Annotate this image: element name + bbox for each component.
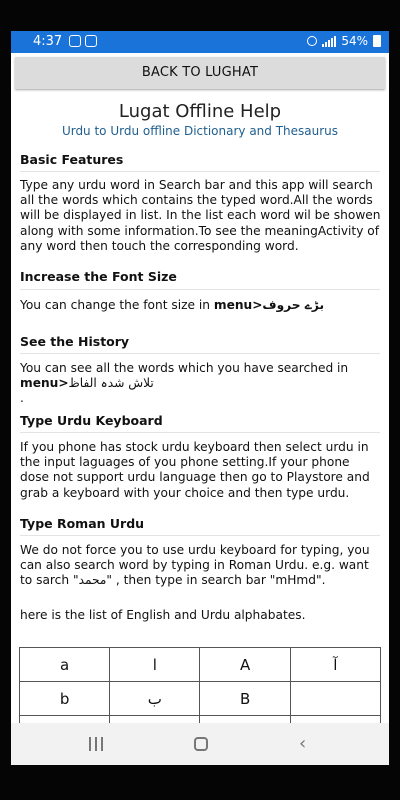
section-text-history (20, 361, 382, 407)
table-cell: ا (110, 648, 200, 682)
skype-icon (69, 35, 81, 47)
status-bar (11, 31, 389, 53)
battery-icon (373, 35, 381, 47)
divider (20, 535, 380, 536)
font-size-text: You can change the font size in (20, 298, 214, 312)
table-cell (290, 682, 380, 716)
table-cell: آ (290, 648, 380, 682)
page-subtitle: Urdu to Urdu offline Dictionary and Thesaurus (61, 124, 339, 138)
divider (20, 432, 380, 433)
page-title: Lugat Offline Help (118, 101, 282, 122)
history-menu-urdu: تلاش شدہ الفاظ (68, 376, 154, 391)
table-cell: a (20, 648, 110, 682)
font-size-menu-path: menu>بڑے حروف (213, 298, 325, 312)
table-row (20, 682, 381, 716)
battery-percent: 54% (341, 34, 368, 48)
table-cell: A (200, 648, 290, 682)
help-content[interactable] (11, 53, 389, 723)
section-text-font-size (20, 298, 382, 313)
divider (20, 353, 380, 354)
section-text-roman-urdu: We do not force you to use urdu keyboard for typing, you can also search word by typing in Roman Urdu. e.g. want to sarch "محمد" , then type in search bar "mHmd". (20, 543, 370, 588)
section-text-urdu-keyboard: If you phone has stock urdu keyboard then select urdu in the input laguages of you phone setting.If your phone dose not support urdu language then go to Playstore and grab a keyboard with your choice and then type urdu. (20, 440, 370, 500)
section-heading-history: See the History (20, 334, 130, 349)
section-heading-basic-features: Basic Features (20, 152, 124, 167)
section-heading-font-size: Increase the Font Size (20, 269, 177, 284)
status-right-icons (307, 34, 381, 48)
history-menu-path: menu> (20, 376, 69, 391)
alphabet-list-intro: here is the list of English and Urdu alphabates. (20, 608, 306, 622)
navigation-bar (11, 723, 389, 765)
home-icon[interactable] (194, 737, 208, 751)
alarm-icon (307, 36, 317, 46)
screen (11, 31, 389, 765)
recents-icon[interactable] (89, 737, 103, 751)
notification-icons (69, 35, 97, 47)
history-text-end: . (20, 391, 24, 406)
table-cell: B (200, 682, 290, 716)
section-heading-roman-urdu: Type Roman Urdu (20, 516, 145, 531)
back-icon[interactable]: ‹ (299, 733, 307, 754)
status-time: 4:37 (33, 34, 63, 49)
message-icon (85, 35, 97, 47)
divider (20, 171, 380, 172)
section-heading-urdu-keyboard: Type Urdu Keyboard (20, 413, 163, 428)
signal-icon (322, 36, 336, 47)
table-row (20, 648, 381, 682)
history-text: You can see all the words which you have searched in (20, 361, 349, 375)
back-to-lughat-button[interactable]: BACK TO LUGHAT (15, 57, 385, 89)
table-cell: b (20, 682, 110, 716)
section-text-basic-features: Type any urdu word in Search bar and this app will search all the words which contains the typed word.All the words will be displayed in list. In the list each word wil be showen along with some information.To see the meaningActivity of any word then touch the corresponding word. (20, 178, 381, 253)
table-cell: ب (110, 682, 200, 716)
divider (20, 289, 380, 290)
